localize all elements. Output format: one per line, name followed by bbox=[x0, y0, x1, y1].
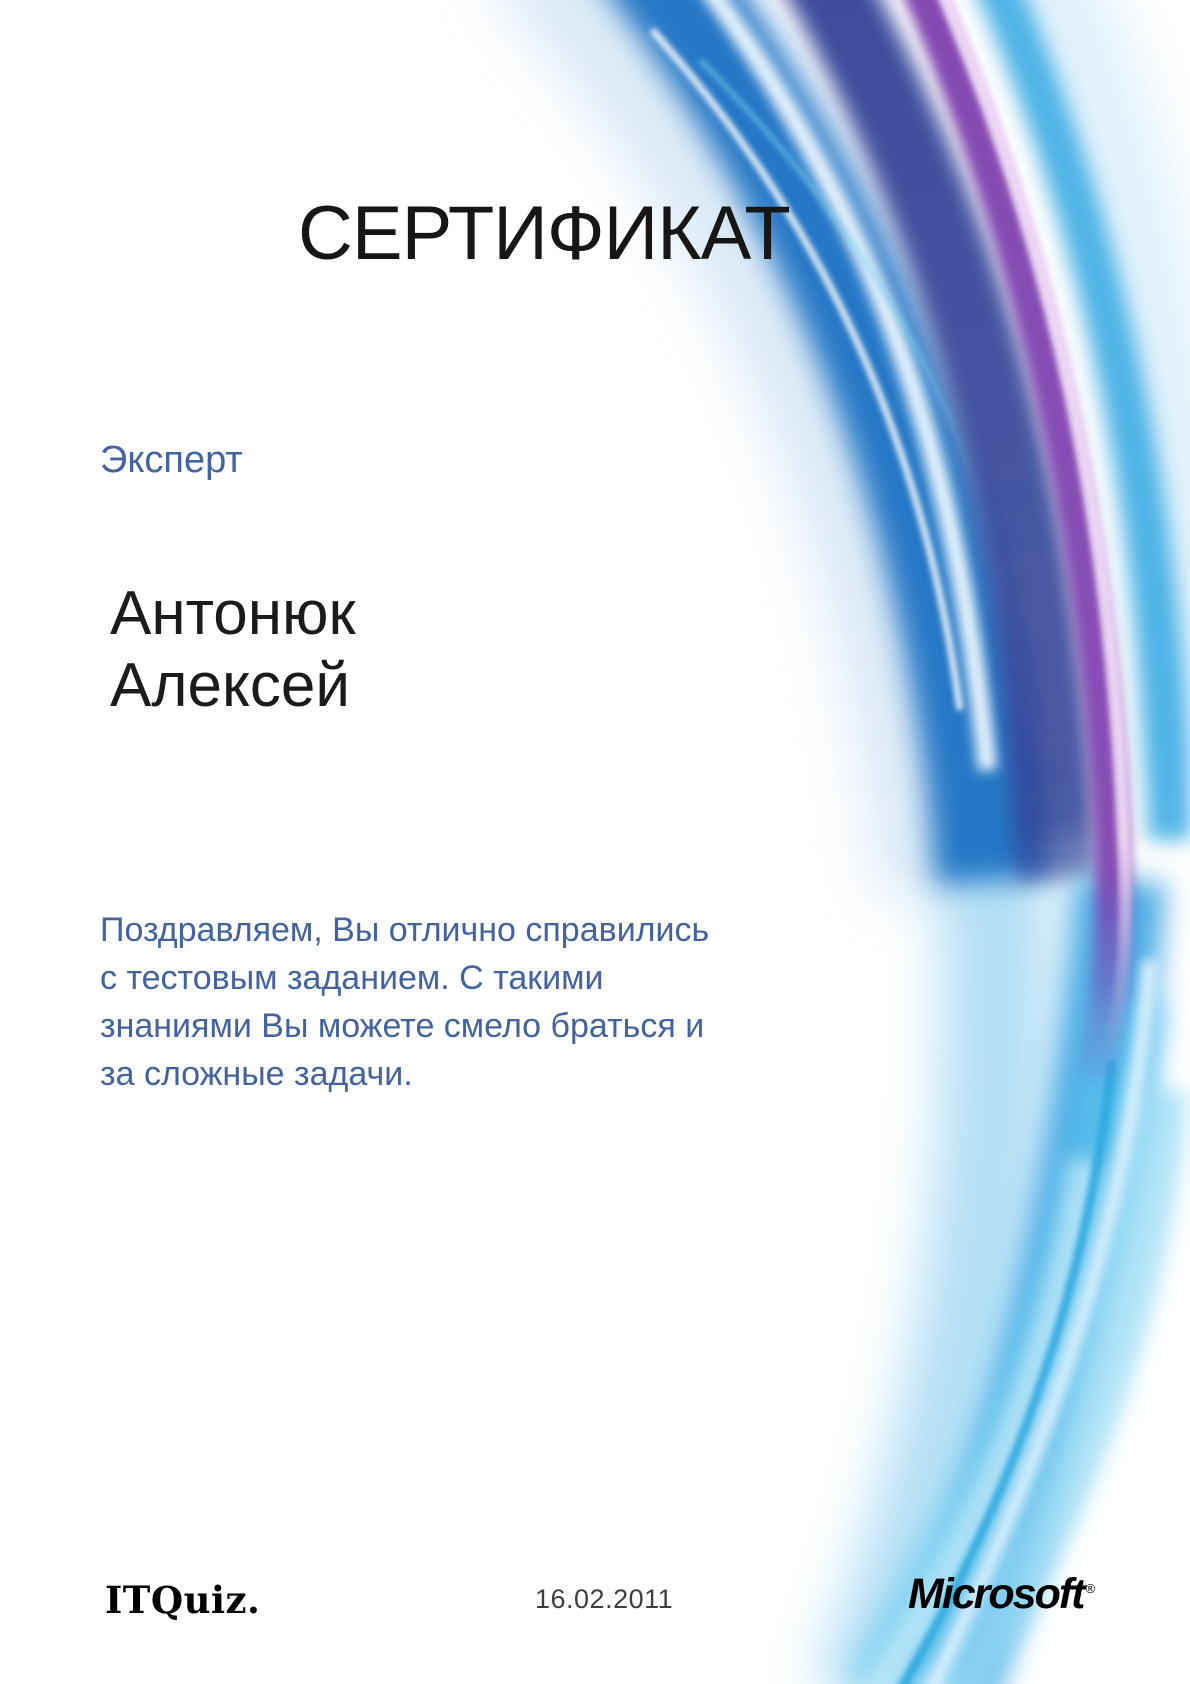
recipient-first-name: Алексей bbox=[110, 651, 350, 720]
congratulation-message bbox=[100, 906, 709, 1098]
recipient-name bbox=[110, 578, 356, 722]
registered-trademark-symbol: ® bbox=[1085, 1580, 1096, 1596]
issuer-logo: ITQuiz. bbox=[105, 1578, 261, 1622]
message-line: знаниями Вы можете смело браться и bbox=[100, 1007, 705, 1045]
certificate-title: СЕРТИФИКАТ bbox=[298, 191, 790, 276]
message-line: за сложные задачи. bbox=[100, 1055, 413, 1093]
role-label: Эксперт bbox=[100, 439, 243, 481]
issue-date: 16.02.2011 bbox=[535, 1584, 674, 1614]
microsoft-logo-text: Microsoft bbox=[908, 1570, 1084, 1618]
recipient-last-name: Антонюк bbox=[110, 579, 356, 648]
microsoft-logo bbox=[908, 1570, 1095, 1619]
message-line: с тестовым заданием. С такими bbox=[100, 959, 604, 997]
message-line: Поздравляем, Вы отлично справились bbox=[100, 911, 710, 949]
